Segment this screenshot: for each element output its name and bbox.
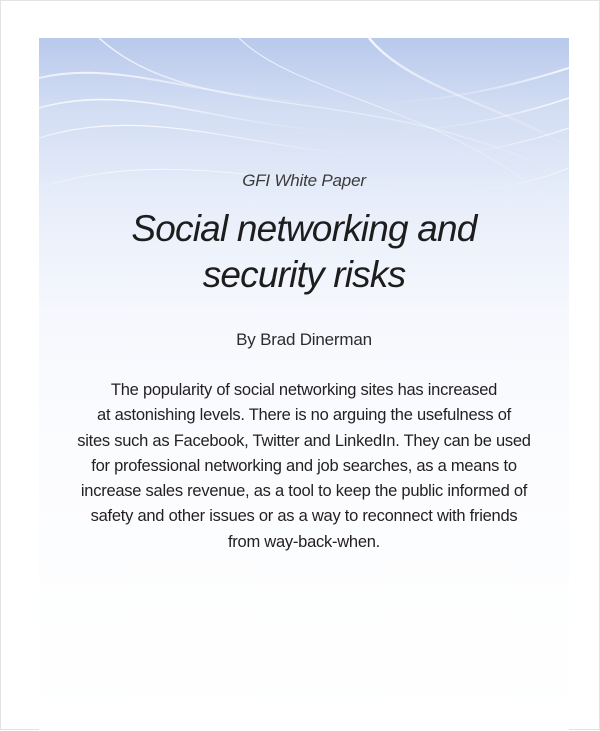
abstract-line: for professional networking and job searches, as a means to	[91, 456, 517, 475]
document-title	[39, 206, 569, 298]
abstract-line: from way-back-when.	[227, 532, 381, 551]
abstract-line: sites such as Facebook, Twitter and LinkedIn. They can be used	[77, 431, 531, 450]
abstract-line: at astonishing levels. There is no arguing the usefulness of	[97, 406, 511, 425]
title-line: security risks	[202, 254, 406, 295]
cover-page	[39, 38, 569, 731]
abstract-line: safety and other issues or as a way to reconnect with friends	[90, 507, 518, 526]
document-kicker: GFI White Paper	[242, 171, 366, 190]
document-author: By Brad Dinerman	[236, 330, 372, 349]
abstract-line: increase sales revenue, as a tool to keep the public informed of	[80, 482, 528, 501]
abstract-line: The popularity of social networking sites has increased	[110, 381, 498, 399]
document-abstract	[39, 378, 569, 555]
title-line: Social networking and	[131, 208, 477, 249]
